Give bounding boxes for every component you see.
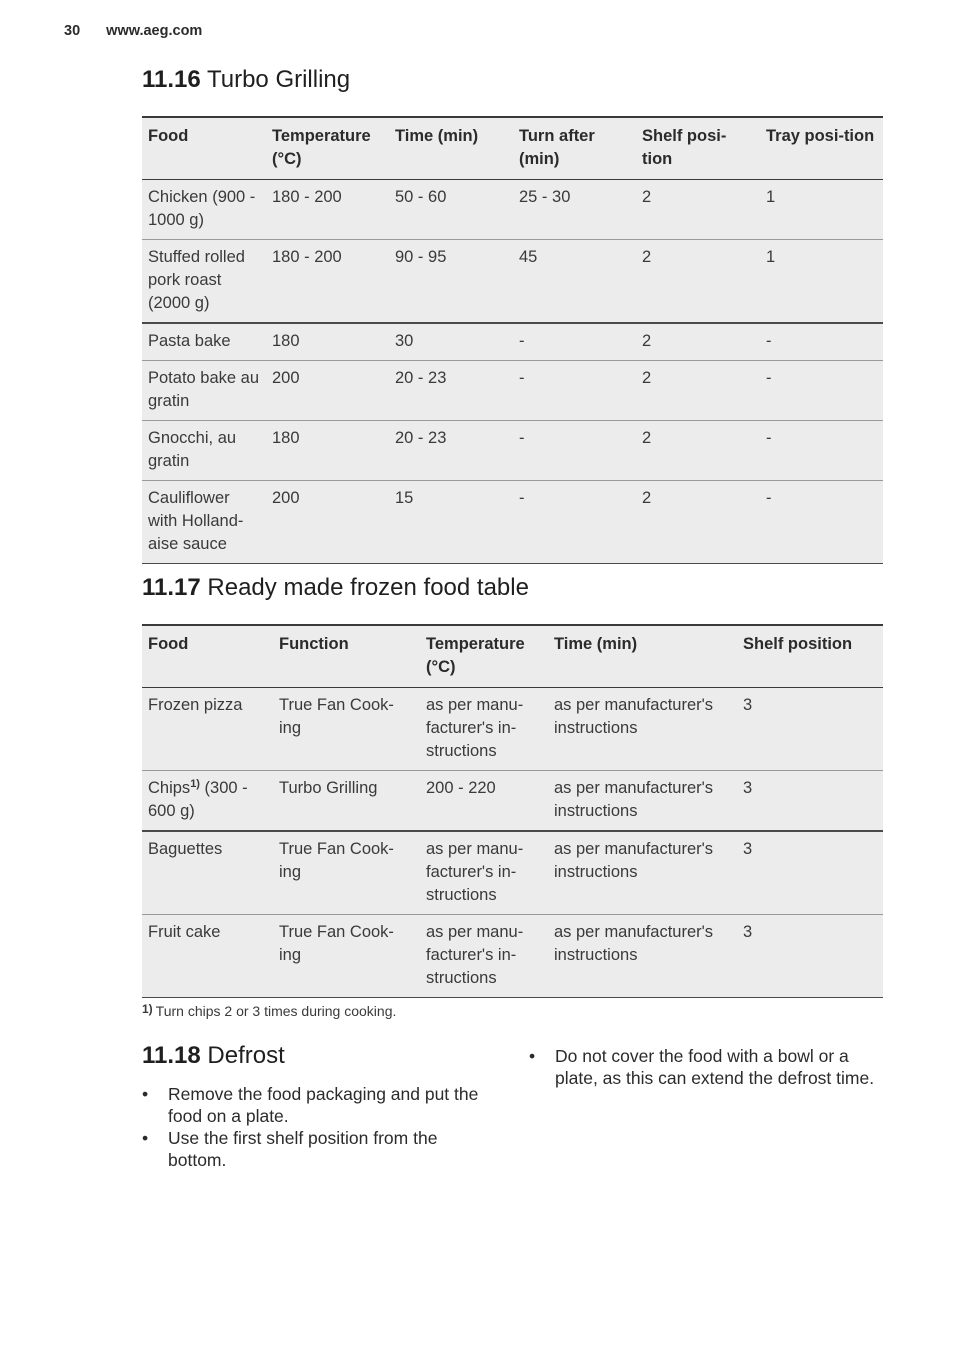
table-cell: - [760, 481, 883, 564]
table-cell: Chicken (900 - 1000 g) [142, 180, 266, 240]
table-cell: 200 [266, 481, 389, 564]
table-cell: 1 [760, 240, 883, 324]
column-header: Temperature (°C) [266, 117, 389, 180]
table-cell [142, 771, 273, 832]
table-cell: Frozen pizza [142, 688, 273, 771]
table-cell: Fruit cake [142, 915, 273, 998]
table-cell: Baguettes [142, 831, 273, 915]
footnote-marker: 1) [142, 1002, 153, 1016]
table-cell: 15 [389, 481, 513, 564]
defrost-bullets-right [529, 1045, 883, 1089]
table-cell: True Fan Cook-ing [273, 831, 420, 915]
table-cell: 180 [266, 323, 389, 361]
table-header-row [142, 625, 883, 688]
list-item: • Remove the food packaging and put the food on a plate. [142, 1083, 492, 1127]
table-cell: - [513, 323, 636, 361]
table-row [142, 915, 883, 998]
table-cell: 180 - 200 [266, 240, 389, 324]
table-row [142, 481, 883, 564]
table-cell: 25 - 30 [513, 180, 636, 240]
table-cell: 180 [266, 421, 389, 481]
table-cell: 1 [760, 180, 883, 240]
table-cell: 3 [737, 831, 883, 915]
page-header [64, 23, 202, 39]
table-row [142, 240, 883, 324]
table-cell: 2 [636, 421, 760, 481]
table-row [142, 771, 883, 832]
defrost-bullets-left [142, 1083, 492, 1171]
table-cell: - [760, 421, 883, 481]
section-number: 11.17 [142, 574, 201, 601]
turbo-grilling-table [142, 116, 883, 564]
table-row [142, 688, 883, 771]
table-cell: - [760, 323, 883, 361]
table-cell: as per manufacturer's instructions [548, 915, 737, 998]
table-cell: 45 [513, 240, 636, 324]
table-row [142, 361, 883, 421]
section-number: 11.18 [142, 1042, 201, 1069]
table-cell: 3 [737, 688, 883, 771]
column-header: Time (min) [389, 117, 513, 180]
column-header: Tray posi-tion [760, 117, 883, 180]
footnote-marker: 1) [190, 778, 200, 790]
table-cell: 50 - 60 [389, 180, 513, 240]
section-title-defrost [142, 1042, 285, 1070]
table-cell: 2 [636, 361, 760, 421]
table-row [142, 831, 883, 915]
table-cell: as per manu-facturer's in-structions [420, 831, 548, 915]
table-cell: 200 [266, 361, 389, 421]
table-cell: - [513, 361, 636, 421]
column-header: Time (min) [548, 625, 737, 688]
table-cell: Potato bake au gratin [142, 361, 266, 421]
section-title-text: Defrost [207, 1042, 285, 1069]
table-cell: - [760, 361, 883, 421]
frozen-food-table [142, 624, 883, 998]
list-item: • Do not cover the food with a bowl or a plate, as this can extend the defrost time. [529, 1045, 883, 1089]
list-item: • Use the first shelf position from the bottom. [142, 1127, 492, 1171]
table-cell: 30 [389, 323, 513, 361]
table-cell: Cauliflower with Holland-aise sauce [142, 481, 266, 564]
table-cell: Gnocchi, au gratin [142, 421, 266, 481]
section-title-frozen-food [142, 574, 529, 602]
section-title-text: Turbo Grilling [206, 66, 351, 93]
column-header: Turn after (min) [513, 117, 636, 180]
table-cell: as per manu-facturer's in-structions [420, 688, 548, 771]
table-row [142, 180, 883, 240]
section-title-text: Ready made frozen food table [207, 574, 529, 601]
page-number: 30 [64, 23, 81, 39]
site-url: www.aeg.com [106, 23, 203, 39]
table-cell: 2 [636, 180, 760, 240]
table-cell: 20 - 23 [389, 421, 513, 481]
section-number: 11.16 [142, 66, 201, 93]
footnote-text: Turn chips 2 or 3 times during cooking. [155, 1003, 397, 1019]
table-cell: 90 - 95 [389, 240, 513, 324]
section-title-turbo-grilling [142, 66, 350, 94]
column-header: Food [142, 117, 266, 180]
table-cell: as per manufacturer's instructions [548, 831, 737, 915]
table-cell: as per manu-facturer's in-structions [420, 915, 548, 998]
table-cell: True Fan Cook-ing [273, 688, 420, 771]
table-cell: 3 [737, 771, 883, 832]
table-cell: 180 - 200 [266, 180, 389, 240]
table-cell: Turbo Grilling [273, 771, 420, 832]
table-cell: - [513, 481, 636, 564]
table-cell: 20 - 23 [389, 361, 513, 421]
table-cell: 200 - 220 [420, 771, 548, 832]
table-cell: Pasta bake [142, 323, 266, 361]
table-cell: Stuffed rolled pork roast (2000 g) [142, 240, 266, 324]
table-cell: 2 [636, 240, 760, 324]
column-header: Shelf posi-tion [636, 117, 760, 180]
food-name: Chips [148, 779, 191, 797]
column-header: Food [142, 625, 273, 688]
column-header: Temperature (°C) [420, 625, 548, 688]
table-header-row [142, 117, 883, 180]
column-header: Function [273, 625, 420, 688]
food-weight: (300 - 600 g) [148, 779, 248, 820]
table-footnote [142, 1002, 396, 1019]
table-cell: 2 [636, 481, 760, 564]
table-cell: as per manufacturer's instructions [548, 688, 737, 771]
column-header: Shelf position [737, 625, 883, 688]
table-cell: as per manufacturer's instructions [548, 771, 737, 832]
table-cell: 2 [636, 323, 760, 361]
table-row [142, 323, 883, 361]
table-row [142, 421, 883, 481]
table-cell: True Fan Cook-ing [273, 915, 420, 998]
table-cell: 3 [737, 915, 883, 998]
table-cell: - [513, 421, 636, 481]
